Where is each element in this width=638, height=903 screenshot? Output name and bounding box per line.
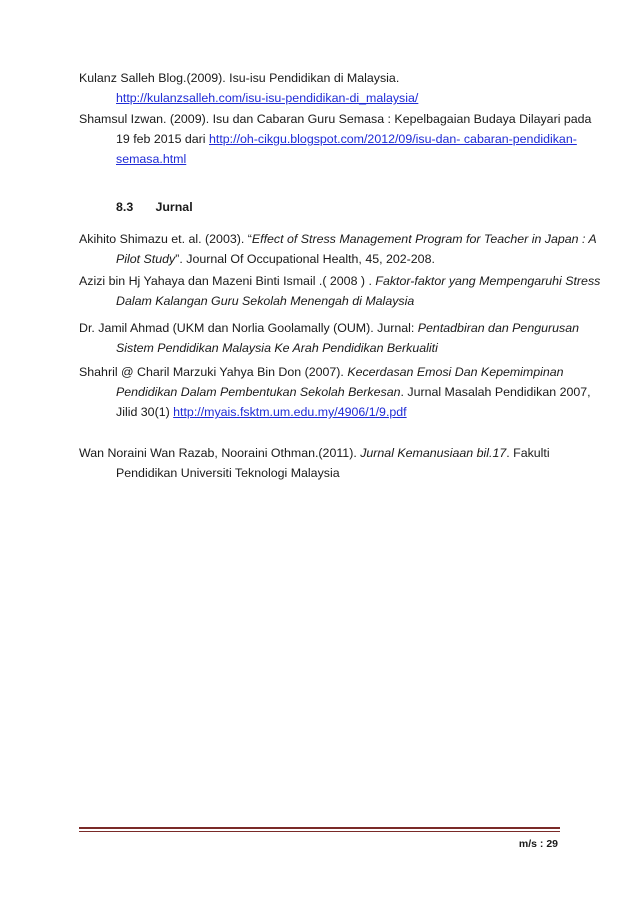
journal-wan <box>79 443 606 483</box>
reference-shamsul <box>79 109 606 169</box>
page-number: m/s : 29 <box>518 838 558 850</box>
footer-rule-thin <box>79 831 560 832</box>
reference-link[interactable]: http://kulanzsalleh.com/isu-isu-pendidikan-di_malaysia/ <box>116 91 419 105</box>
journal-authors: Akihito Shimazu et. al. (2003). “ <box>79 232 252 246</box>
footer-rule <box>79 827 560 829</box>
journal-jamil <box>79 318 606 358</box>
section-title: Jurnal <box>155 200 193 214</box>
journal-authors: Dr. Jamil Ahmad (UKM dan Norlia Goolamally (OUM). Jurnal: <box>79 321 418 335</box>
journal-azizi <box>79 271 606 311</box>
journal-authors: Shahril @ Charil Marzuki Yahya Bin Don (2007). <box>79 365 348 379</box>
journal-shahril <box>79 362 606 422</box>
journal-source: . Fakulti Pendidikan Universiti Teknologi Malaysia <box>116 446 550 480</box>
journal-title: Faktor-faktor yang Mempengaruhi Stress Dalam Kalangan Guru Sekolah Menengah di Malaysia <box>116 274 601 308</box>
journal-akihito <box>79 229 606 269</box>
reference-text: Kulanz Salleh Blog.(2009). Isu-isu Pendidikan di Malaysia. <box>79 71 400 85</box>
journal-title: Effect of Stress Management Program for Teacher in Japan : A Pilot Study <box>116 232 597 266</box>
journal-title: Jurnal Kemanusiaan bil.17 <box>360 446 507 460</box>
reference-link[interactable]: http://oh-cikgu.blogspot.com/2012/09/isu-dan- cabaran-pendidikan-semasa.html <box>116 132 577 166</box>
reference-kulanz <box>79 68 606 108</box>
journal-title: Pentadbiran dan Pengurusan Sistem Pendidikan Malaysia Ke Arah Pendidikan Berkualiti <box>116 321 579 355</box>
section-number: 8.3 <box>116 200 134 214</box>
journal-source: . Jurnal Masalah Pendidikan 2007, Jilid 30(1) <box>116 385 591 419</box>
section-heading <box>116 200 193 214</box>
journal-link[interactable]: http://myais.fsktm.um.edu.my/4906/1/9.pdf <box>173 405 407 419</box>
reference-text: Shamsul Izwan. (2009). Isu dan Cabaran Guru Semasa : Kepelbagaian Budaya Dilayari pada 19 feb 2015 dari <box>79 112 592 146</box>
journal-title: Kecerdasan Emosi Dan Kepemimpinan Pendidikan Dalam Pembentukan Sekolah Berkesan <box>116 365 564 399</box>
journal-authors: Azizi bin Hj Yahaya dan Mazeni Binti Ismail .( 2008 ) . <box>79 274 376 288</box>
journal-authors: Wan Noraini Wan Razab, Nooraini Othman.(2011). <box>79 446 361 460</box>
journal-source: ”. Journal Of Occupational Health, 45, 202-208. <box>175 252 435 266</box>
